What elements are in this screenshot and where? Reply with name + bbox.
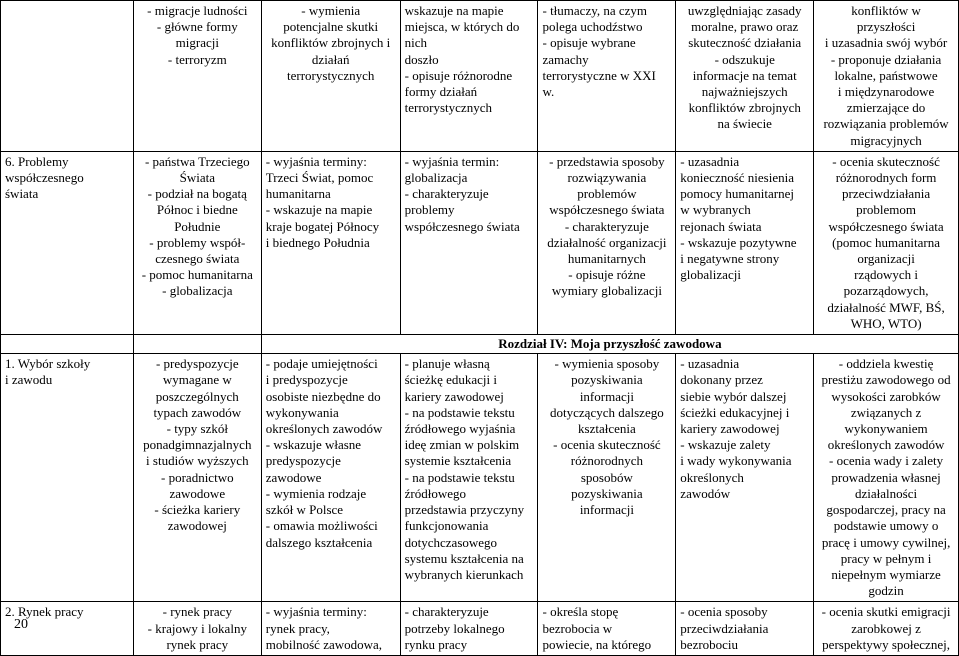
content-cell: - państwa Trzeciego Świata - podział na bogatą Północ i biedne Południe - problemy współ- czesnego świata - pomoc humanitarna - globalizacja [133,151,261,334]
requirement-cell: - przedstawia sposoby rozwiązywania problemów współczesnego świata - charakteryzuje działalność organizacji humanitarnych - opisuje różne wymiary globalizacji [538,151,676,334]
requirement-cell: - podaje umiejętności i predyspozycje osobiste niezbędne do wykonywania określonych zawodów - wskazuje własne predyspozycje zawodowe - wymienia rodzaje szkół w Polsce - omawia możliwości dalszego kształcenia [261,354,400,602]
section-header-row [1,335,959,354]
requirement-cell: - określa stopę bezrobocia w powiecie, na którego [538,602,676,656]
requirement-cell: - oddziela kwestię prestiżu zawodowego od wysokości zarobków związanych z wykonywaniem określonych zawodów - ocenia wady i zalety prowadzenia własnej działalności gospodarczej, pracy na podstawie umowy o pracę i umowy cywilnej, pracy w pełnym i niepełnym wymiarze godzin [814,354,959,602]
requirement-cell: - ocenia skuteczność różnorodnych form przeciwdziałania problemom współczesnego świata (pomoc humanitarna organizacji rządowych i pozarządowych, działalność MWF, BŚ, WHO, WTO) [814,151,959,334]
requirement-cell: - ocenia skutki emigracji zarobkowej z perspektywy społecznej, [814,602,959,656]
requirement-cell: - wyjaśnia terminy: Trzeci Świat, pomoc humanitarna - wskazuje na mapie kraje bogatej Północy i biednego Południa [261,151,400,334]
requirement-cell: uwzględniając zasady moralne, prawo oraz skuteczność działania - odszukuje informacje na temat najważniejszych konfliktów zbrojnych na świecie [676,1,814,152]
requirement-cell: wskazuje na mapie miejsca, w których do nich doszło - opisuje różnorodne formy działań terrorystycznych [400,1,538,152]
requirement-cell: - uzasadnia dokonany przez siebie wybór dalszej ścieżki edukacyjnej i kariery zawodowej - wskazuje zalety i wady wykonywania określonych zawodów [676,354,814,602]
table-row [1,354,959,602]
requirement-cell: - tłumaczy, na czym polega uchodźstwo - opisuje wybrane zamachy terrorystyczne w XXI w. [538,1,676,152]
topic-cell: 1. Wybór szkoły i zawodu [1,354,134,602]
requirement-cell: - wyjaśnia terminy: rynek pracy, mobilność zawodowa, [261,602,400,656]
topic-cell: 6. Problemy współczesnego świata [1,151,134,334]
requirement-cell: - planuje własną ścieżkę edukacji i kariery zawodowej - na podstawie tekstu źródłowego wyjaśnia ideę zmian w polskim systemie kształcenia - na podstawie tekstu źródłowego przedstawia przyczyny funkcjonowania dotychczasowego systemu kształcenia na wybranych kierunkach [400,354,538,602]
topic-cell: 2. Rynek pracy [1,602,134,656]
table-row [1,151,959,334]
topic-cell [1,1,134,152]
table-row [1,602,959,656]
requirement-cell: - uzasadnia konieczność niesienia pomocy humanitarnej w wybranych rejonach świata - wskazuje pozytywne i negatywne strony globalizacji [676,151,814,334]
requirement-cell: - wymienia potencjalne skutki konfliktów zbrojnych i działań terrorystycznych [261,1,400,152]
requirement-cell: - charakteryzuje potrzeby lokalnego rynku pracy [400,602,538,656]
table-row [1,1,959,152]
content-cell: - migracje ludności - główne formy migracji - terroryzm [133,1,261,152]
requirement-cell: konfliktów w przyszłości i uzasadnia swój wybór - proponuje działania lokalne, państwowe i międzynarodowe zmierzające do rozwiązania problemów migracyjnych [814,1,959,152]
requirement-cell: - wyjaśnia termin: globalizacja - charakteryzuje problemy współczesnego świata [400,151,538,334]
section-header: Rozdział IV: Moja przyszłość zawodowa [261,335,958,354]
requirement-cell: - wymienia sposoby pozyskiwania informacji dotyczących dalszego kształcenia - ocenia skuteczność różnorodnych sposobów pozyskiwania informacji [538,354,676,602]
content-cell: - predyspozycje wymagane w poszczególnych typach zawodów - typy szkół ponadgimnazjalnych i studiów wyższych - poradnictwo zawodowe - ścieżka kariery zawodowej [133,354,261,602]
content-cell: - rynek pracy - krajowy i lokalny rynek pracy [133,602,261,656]
requirement-cell: - ocenia sposoby przeciwdziałania bezrobociu [676,602,814,656]
page-number: 20 [14,617,28,632]
